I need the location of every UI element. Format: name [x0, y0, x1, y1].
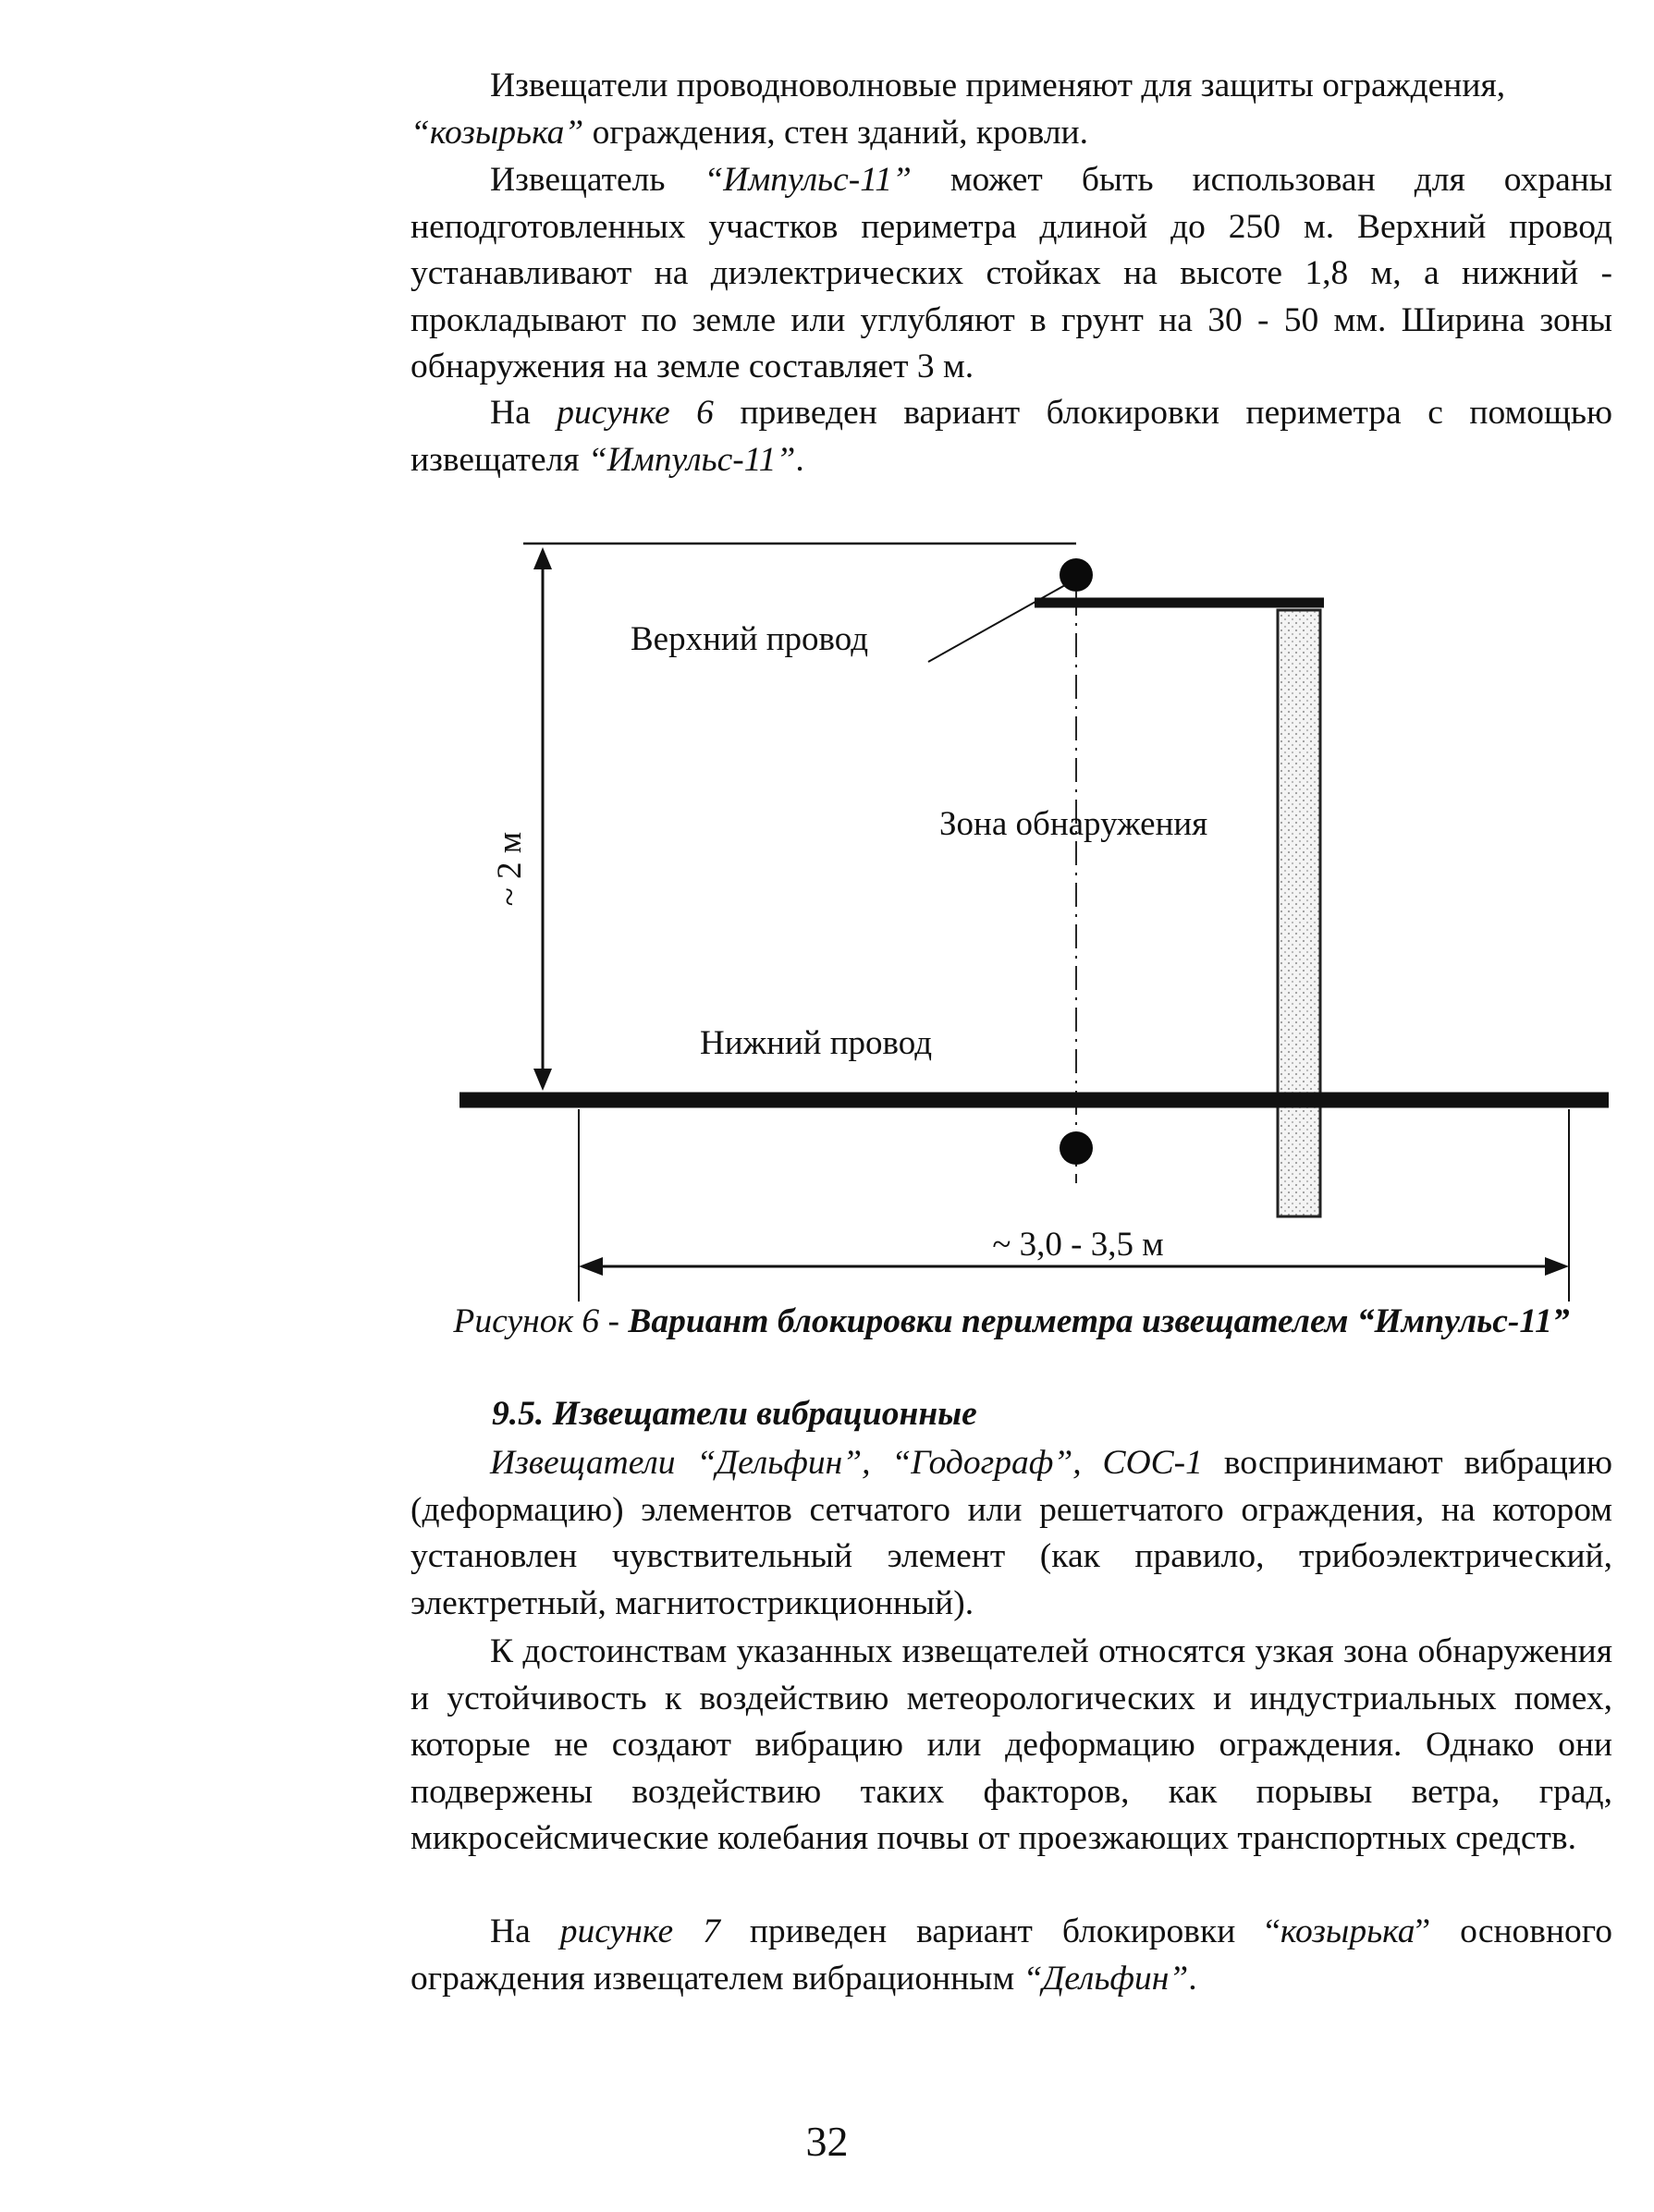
- label-detection-zone: Зона обнаружения: [939, 805, 1208, 843]
- p6-quote: козырька: [1280, 1913, 1415, 1950]
- height-arrow-top: [533, 547, 552, 569]
- p4-text-1: воспринимают вибрацию (деформацию) элементов сетчатого или решетчатого ограждения, на котором установлен чувствительный элемент (как правило, трибоэлектрический, электретный, магнитострикционный).: [410, 1444, 1612, 1622]
- page-number: 32: [805, 2118, 849, 2165]
- p2-text-2: может быть использован для охраны неподготовленных участков периметра длиной до 250 м. Верхний провод устанавливают на диэлектрических стойках на высоте 1,8 м, а нижний - прокладывают по земле или углубляют в грунт на 30 - 50 мм. Ширина зоны обнаружения на земле составляет 3 м.: [410, 161, 1612, 385]
- p6-text-1: На: [490, 1913, 560, 1950]
- p2-text-1: Извещатель: [490, 161, 704, 199]
- p1-quote: “козырька”: [410, 113, 584, 152]
- p6-quote-2: “Дельфин”: [1023, 1959, 1189, 1998]
- paragraph-6: [410, 1909, 1612, 2002]
- section-heading: 9.5. Извещатели вибрационные: [492, 1395, 977, 1433]
- p2-quote: “Импульс-11”: [704, 161, 912, 199]
- p6-figure-ref: рисунке 7: [559, 1913, 720, 1950]
- p1-text-2: ограждения, стен зданий, кровли.: [583, 113, 1088, 152]
- p5-text-1: К достоинствам указанных извещателей относятся узкая зона обнаружения и устойчивость к воздействию метеорологических и индустриальных помех, которые не создают вибрацию или деформацию ограждения. Однако они подвержены воздействию таких факторов, как порывы ветра, град, микросейсмические колебания почвы от проезжающих транспортных средств.: [410, 1632, 1612, 1857]
- label-height-dimension: ~ 2 м: [491, 831, 529, 907]
- height-arrow-bottom: [533, 1069, 552, 1091]
- p3-figure-ref: рисунке 6: [557, 394, 714, 432]
- width-arrow-left: [579, 1257, 603, 1276]
- p3-quote: “Импульс-11”: [587, 440, 796, 479]
- lower-wire: [1060, 1131, 1093, 1165]
- p6-text-3: ” основного ограждения извещателем вибрационным: [410, 1913, 1612, 1998]
- figure-6-caption: [410, 1299, 1612, 1345]
- upper-wire-leader: [928, 585, 1065, 662]
- p4-devices: Извещатели “Дельфин”, “Годограф”, СОС-1: [490, 1444, 1203, 1482]
- p6-text-2: приведен вариант блокировки “: [719, 1913, 1280, 1950]
- width-arrow-right: [1545, 1257, 1569, 1276]
- caption-title: Вариант блокировки периметра извещателем “Импульс-11”: [628, 1302, 1570, 1340]
- p6-text-4: .: [1188, 1959, 1197, 1998]
- upper-wire: [1060, 558, 1093, 592]
- caption-prefix: Рисунок 6 -: [453, 1302, 629, 1340]
- label-width-dimension: ~ 3,0 - 3,5 м: [992, 1226, 1164, 1264]
- p3-text-1: На: [490, 394, 557, 432]
- p3-text-2: приведен вариант блокировки периметра с помощью извещателя: [410, 394, 1612, 479]
- label-upper-wire: Верхний провод: [631, 620, 869, 658]
- p1-text-1: Извещатели проводноволновые применяют для защиты ограждения,: [490, 67, 1506, 104]
- post: [1278, 610, 1320, 1216]
- p3-text-3: .: [795, 440, 804, 479]
- label-lower-wire: Нижний провод: [700, 1024, 933, 1062]
- paragraph-4: [410, 1440, 1612, 1627]
- paragraph-5: [410, 1629, 1612, 1863]
